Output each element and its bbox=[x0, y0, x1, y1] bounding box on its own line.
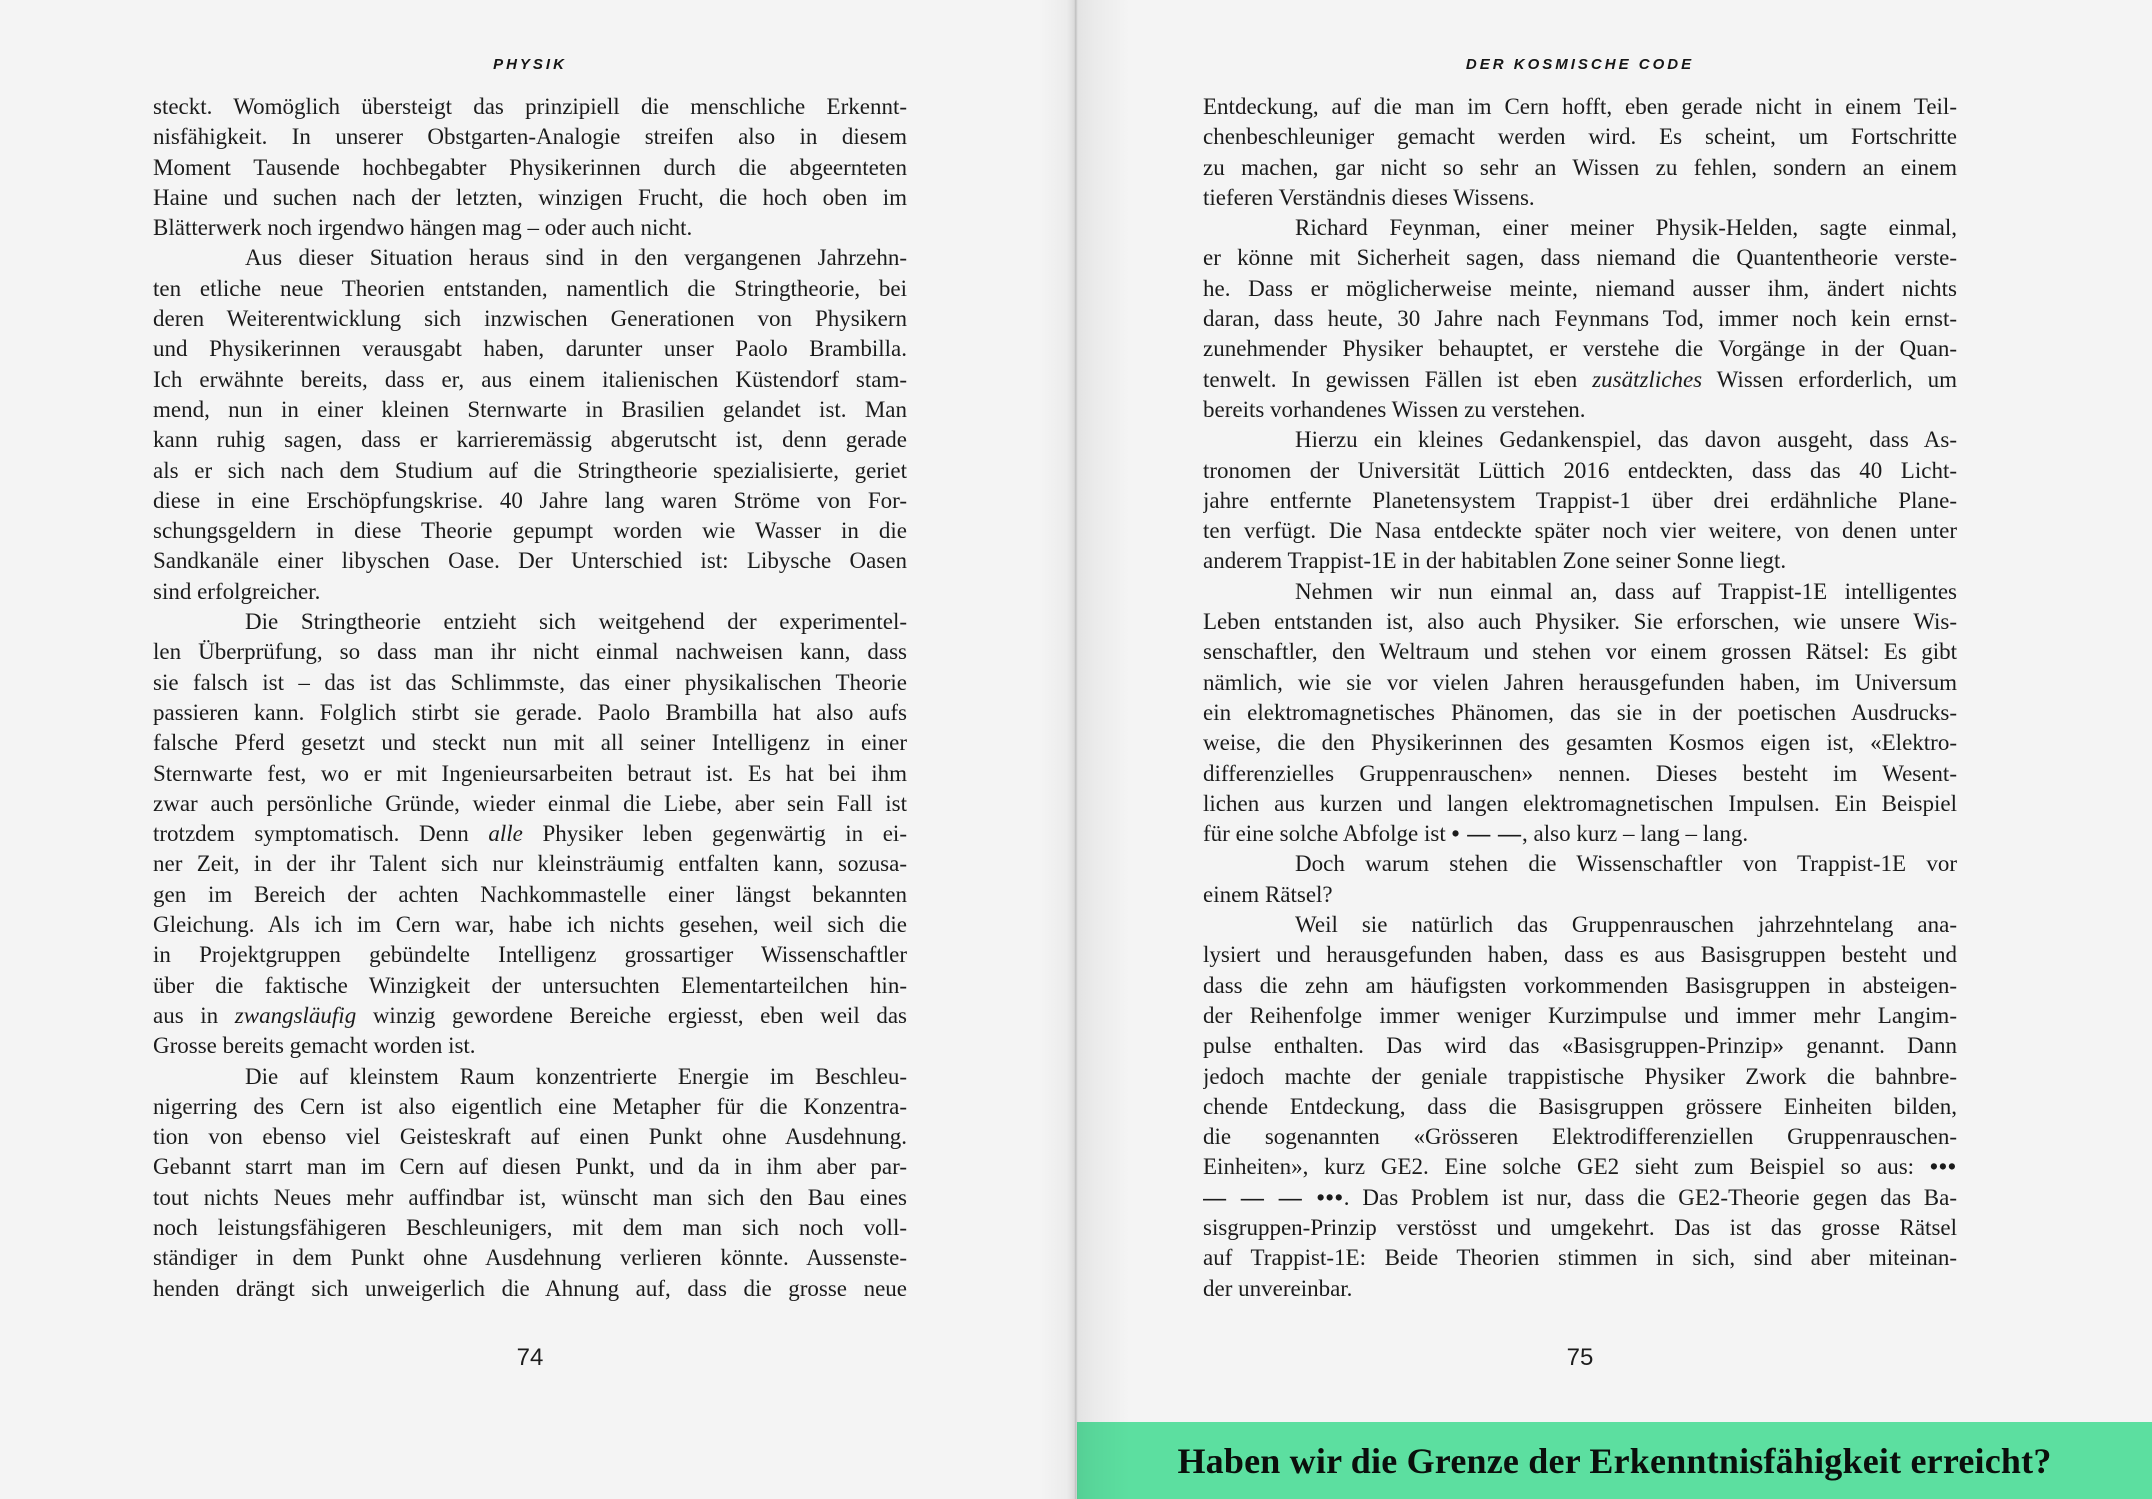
text-line: er könne mit Sicherheit sagen, dass niemand die Quantentheorie verste- bbox=[1203, 245, 1957, 271]
text-line: Hierzu ein kleines Gedankenspiel, das davon ausgeht, dass As- bbox=[1295, 427, 1957, 453]
text-line: dass die zehn am häufigsten vorkommenden Basisgruppen in absteigen- bbox=[1203, 972, 1957, 998]
text-line: steckt. Womöglich übersteigt das prinzipiell die menschliche Erkennt- bbox=[153, 94, 907, 119]
text-line: tenwelt. In gewissen Fällen ist eben zusätzliches Wissen erforderlich, um bbox=[1203, 366, 1957, 392]
text-line: henden drängt sich unweigerlich die Ahnung auf, dass die grosse neue bbox=[153, 1275, 907, 1301]
text-line: über die faktische Winzigkeit der untersuchten Elementarteilchen hin- bbox=[153, 972, 907, 998]
text-line: jedoch machte der geniale trappistische Physiker Zwork die bahnbre- bbox=[1203, 1063, 1957, 1089]
text-line: zwar auch persönliche Gründe, wieder einmal die Liebe, aber sein Fall ist bbox=[153, 790, 907, 816]
text-line: diese in eine Erschöpfungskrise. 40 Jahre lang waren Ströme von For- bbox=[153, 487, 907, 513]
text-line: Haine und suchen nach der letzten, winzigen Frucht, die hoch oben im bbox=[153, 184, 907, 210]
text-line: Sternwarte fest, wo er mit Ingenieursarbeiten betraut ist. Es hat bei ihm bbox=[153, 760, 907, 786]
text-line: ten verfügt. Die Nasa entdeckte später noch vier weitere, von denen unter bbox=[1203, 518, 1957, 544]
text-line: — — — •••. Das Problem ist nur, dass die GE2-Theorie gegen das Ba- bbox=[1203, 1184, 1957, 1210]
text-line: sind erfolgreicher. bbox=[153, 578, 321, 604]
text-line: die sogenannten «Grösseren Elektrodifferenziellen Gruppenrauschen- bbox=[1203, 1124, 1957, 1150]
left-running-header: PHYSIK bbox=[493, 56, 567, 73]
text-line: auf Trappist-1E: Beide Theorien stimmen in sich, sind aber miteinan- bbox=[1203, 1245, 1957, 1271]
text-line: schungsgeldern in diese Theorie gepumpt worden wie Wasser in die bbox=[153, 518, 907, 544]
text-line: tion von ebenso viel Geisteskraft auf einen Punkt ohne Ausdehnung. bbox=[153, 1124, 907, 1150]
text-line: ner Zeit, in der ihr Talent sich nur kleinsträumig entfalten kann, sozusa- bbox=[153, 851, 907, 877]
text-line: lichen aus kurzen und langen elektromagnetischen Impulsen. Ein Beispiel bbox=[1203, 790, 1957, 816]
right-page bbox=[1077, 0, 2152, 1499]
text-line: sisgruppen-Prinzip verstösst und umgekehrt. Das ist das grosse Rätsel bbox=[1203, 1214, 1957, 1240]
text-line: Richard Feynman, einer meiner Physik-Helden, sagte einmal, bbox=[1295, 215, 1957, 241]
left-page bbox=[0, 0, 1075, 1499]
text-line: differenzielles Gruppenrauschen» nennen. Dieses besteht im Wesent- bbox=[1203, 760, 1957, 786]
text-line: ein elektromagnetisches Phänomen, das sie in der poetischen Ausdrucks- bbox=[1203, 699, 1957, 725]
text-line: weise, die den Physikerinnen des gesamten Kosmos eigen ist, «Elektro- bbox=[1203, 730, 1957, 756]
text-line: Aus dieser Situation heraus sind in den vergangenen Jahrzehn- bbox=[245, 245, 907, 271]
text-line: trotzdem symptomatisch. Denn alle Physiker leben gegenwärtig in ei- bbox=[153, 821, 907, 847]
text-line: senschaftler, den Weltraum und stehen vor einem grossen Rätsel: Es gibt bbox=[1203, 639, 1957, 665]
text-line: gen im Bereich der achten Nachkommastelle einer längst bekannten bbox=[153, 881, 907, 907]
text-line: ständiger in dem Punkt ohne Ausdehnung verlieren könnte. Aussenste- bbox=[153, 1245, 907, 1271]
text-line: Gebannt starrt man im Cern auf diesen Punkt, und da in ihm aber par- bbox=[153, 1154, 907, 1180]
text-line: Ich erwähnte bereits, dass er, aus einem italienischen Küstendorf stam- bbox=[153, 366, 907, 392]
text-line: ten etliche neue Theorien entstanden, namentlich die Stringtheorie, bei bbox=[153, 275, 907, 301]
text-line: tronomen der Universität Lüttich 2016 entdeckten, dass das 40 Licht- bbox=[1203, 457, 1957, 483]
text-line: nisfähigkeit. In unserer Obstgarten-Analogie streifen also in diesem bbox=[153, 124, 907, 150]
text-line: aus in zwangsläufig winzig gewordene Bereiche ergiesst, eben weil das bbox=[153, 1002, 907, 1028]
text-line: Gleichung. Als ich im Cern war, habe ich nichts gesehen, weil sich die bbox=[153, 912, 907, 938]
text-line: lysiert und herausgefunden haben, dass es aus Basisgruppen besteht und bbox=[1203, 942, 1957, 968]
text-line: Weil sie natürlich das Gruppenrauschen jahrzehntelang ana- bbox=[1295, 912, 1957, 938]
text-line: für eine solche Abfolge ist • — —, also kurz – lang – lang. bbox=[1203, 821, 1749, 847]
text-line: als er sich nach dem Studium auf die Stringtheorie spezialisierte, geriet bbox=[153, 457, 907, 483]
text-line: anderem Trappist-1E in der habitablen Zone seiner Sonne liegt. bbox=[1203, 548, 1787, 574]
banner-question: Haben wir die Grenze der Erkenntnisfähigkeit erreicht? bbox=[1177, 1440, 2052, 1481]
left-page-number: 74 bbox=[516, 1344, 544, 1371]
text-line: Einheiten», kurz GE2. Eine solche GE2 sieht zum Beispiel so aus: ••• bbox=[1203, 1154, 1957, 1180]
text-line: in Projektgruppen gebündelte Intelligenz grossartiger Wissenschaftler bbox=[153, 942, 907, 968]
text-line: zu machen, gar nicht so sehr an Wissen zu fehlen, sondern an einem bbox=[1203, 154, 1957, 180]
text-line: nämlich, wie sie vor vielen Jahren herausgefunden haben, im Universum bbox=[1203, 669, 1957, 695]
text-line: zunehmender Physiker behauptet, er verstehe die Vorgänge in der Quan- bbox=[1203, 336, 1957, 362]
bottom-banner bbox=[1077, 1422, 2152, 1499]
text-line: der Reihenfolge immer weniger Kurzimpulse und immer mehr Langim- bbox=[1203, 1002, 1957, 1028]
text-line: sie falsch ist – das ist das Schlimmste, das einer physikalischen Theorie bbox=[153, 669, 907, 695]
text-line: kann ruhig sagen, dass er karrieremässig abgerutscht ist, denn gerade bbox=[153, 427, 907, 453]
text-line: mend, nun in einer kleinen Sternwarte in Brasilien gelandet ist. Man bbox=[153, 396, 907, 422]
text-line: Doch warum stehen die Wissenschaftler von Trappist-1E vor bbox=[1295, 851, 1957, 877]
text-line: chende Entdeckung, dass die Basisgruppen grössere Einheiten bilden, bbox=[1203, 1093, 1957, 1119]
text-line: nigerring des Cern ist also eigentlich eine Metapher für die Konzentra- bbox=[153, 1093, 907, 1119]
text-line: und Physikerinnen verausgabt haben, darunter unser Paolo Brambilla. bbox=[153, 336, 907, 362]
text-line: jahre entfernte Planetensystem Trappist-1 über drei erdähnliche Plane- bbox=[1203, 487, 1957, 513]
text-line: Die auf kleinstem Raum konzentrierte Energie im Beschleu- bbox=[245, 1063, 907, 1089]
text-line: passieren kann. Folglich stirbt sie gerade. Paolo Brambilla hat also aufs bbox=[153, 699, 907, 725]
text-line: Entdeckung, auf die man im Cern hofft, eben gerade nicht in einem Teil- bbox=[1203, 94, 1957, 119]
text-line: Sandkanäle einer libyschen Oase. Der Unterschied ist: Libysche Oasen bbox=[153, 548, 907, 574]
text-line: Moment Tausende hochbegabter Physikerinnen durch die abgeernteten bbox=[153, 154, 907, 180]
right-page-body bbox=[1203, 92, 1957, 1304]
text-line: Die Stringtheorie entzieht sich weitgehend der experimentel- bbox=[245, 609, 907, 635]
text-line: falsche Pferd gesetzt und steckt nun mit all seiner Intelligenz in einer bbox=[153, 730, 907, 756]
right-running-header: DER KOSMISCHE CODE bbox=[1465, 56, 1695, 73]
text-line: deren Weiterentwicklung sich inzwischen Generationen von Physikern bbox=[153, 306, 907, 332]
text-line: einem Rätsel? bbox=[1203, 881, 1333, 907]
text-line: len Überprüfung, so dass man ihr nicht einmal nachweisen kann, dass bbox=[153, 639, 907, 665]
text-line: Grosse bereits gemacht worden ist. bbox=[153, 1033, 476, 1059]
text-line: der unvereinbar. bbox=[1203, 1275, 1353, 1301]
text-line: tout nichts Neues mehr auffindbar ist, wünscht man sich den Bau eines bbox=[153, 1184, 907, 1210]
text-line: chenbeschleuniger gemacht werden wird. Es scheint, um Fortschritte bbox=[1203, 124, 1957, 150]
text-line: pulse enthalten. Das wird das «Basisgruppen-Prinzip» genannt. Dann bbox=[1203, 1033, 1957, 1059]
text-line: Leben entstanden ist, also auch Physiker. Sie erforschen, wie unsere Wis- bbox=[1203, 609, 1957, 635]
left-page-body bbox=[153, 92, 907, 1304]
text-line: noch leistungsfähigeren Beschleunigers, mit dem man sich noch voll- bbox=[153, 1214, 907, 1240]
text-line: daran, dass heute, 30 Jahre nach Feynmans Tod, immer noch kein ernst- bbox=[1203, 306, 1957, 332]
text-line: Blätterwerk noch irgendwo hängen mag – oder auch nicht. bbox=[153, 215, 693, 241]
text-line: he. Dass er möglicherweise meinte, niemand ausser ihm, ändert nichts bbox=[1203, 275, 1957, 301]
text-line: bereits vorhandenes Wissen zu verstehen. bbox=[1203, 396, 1586, 422]
text-line: Nehmen wir nun einmal an, dass auf Trappist-1E intelligentes bbox=[1295, 578, 1957, 604]
text-line: tieferen Verständnis dieses Wissens. bbox=[1203, 184, 1535, 210]
right-page-number: 75 bbox=[1566, 1344, 1594, 1371]
